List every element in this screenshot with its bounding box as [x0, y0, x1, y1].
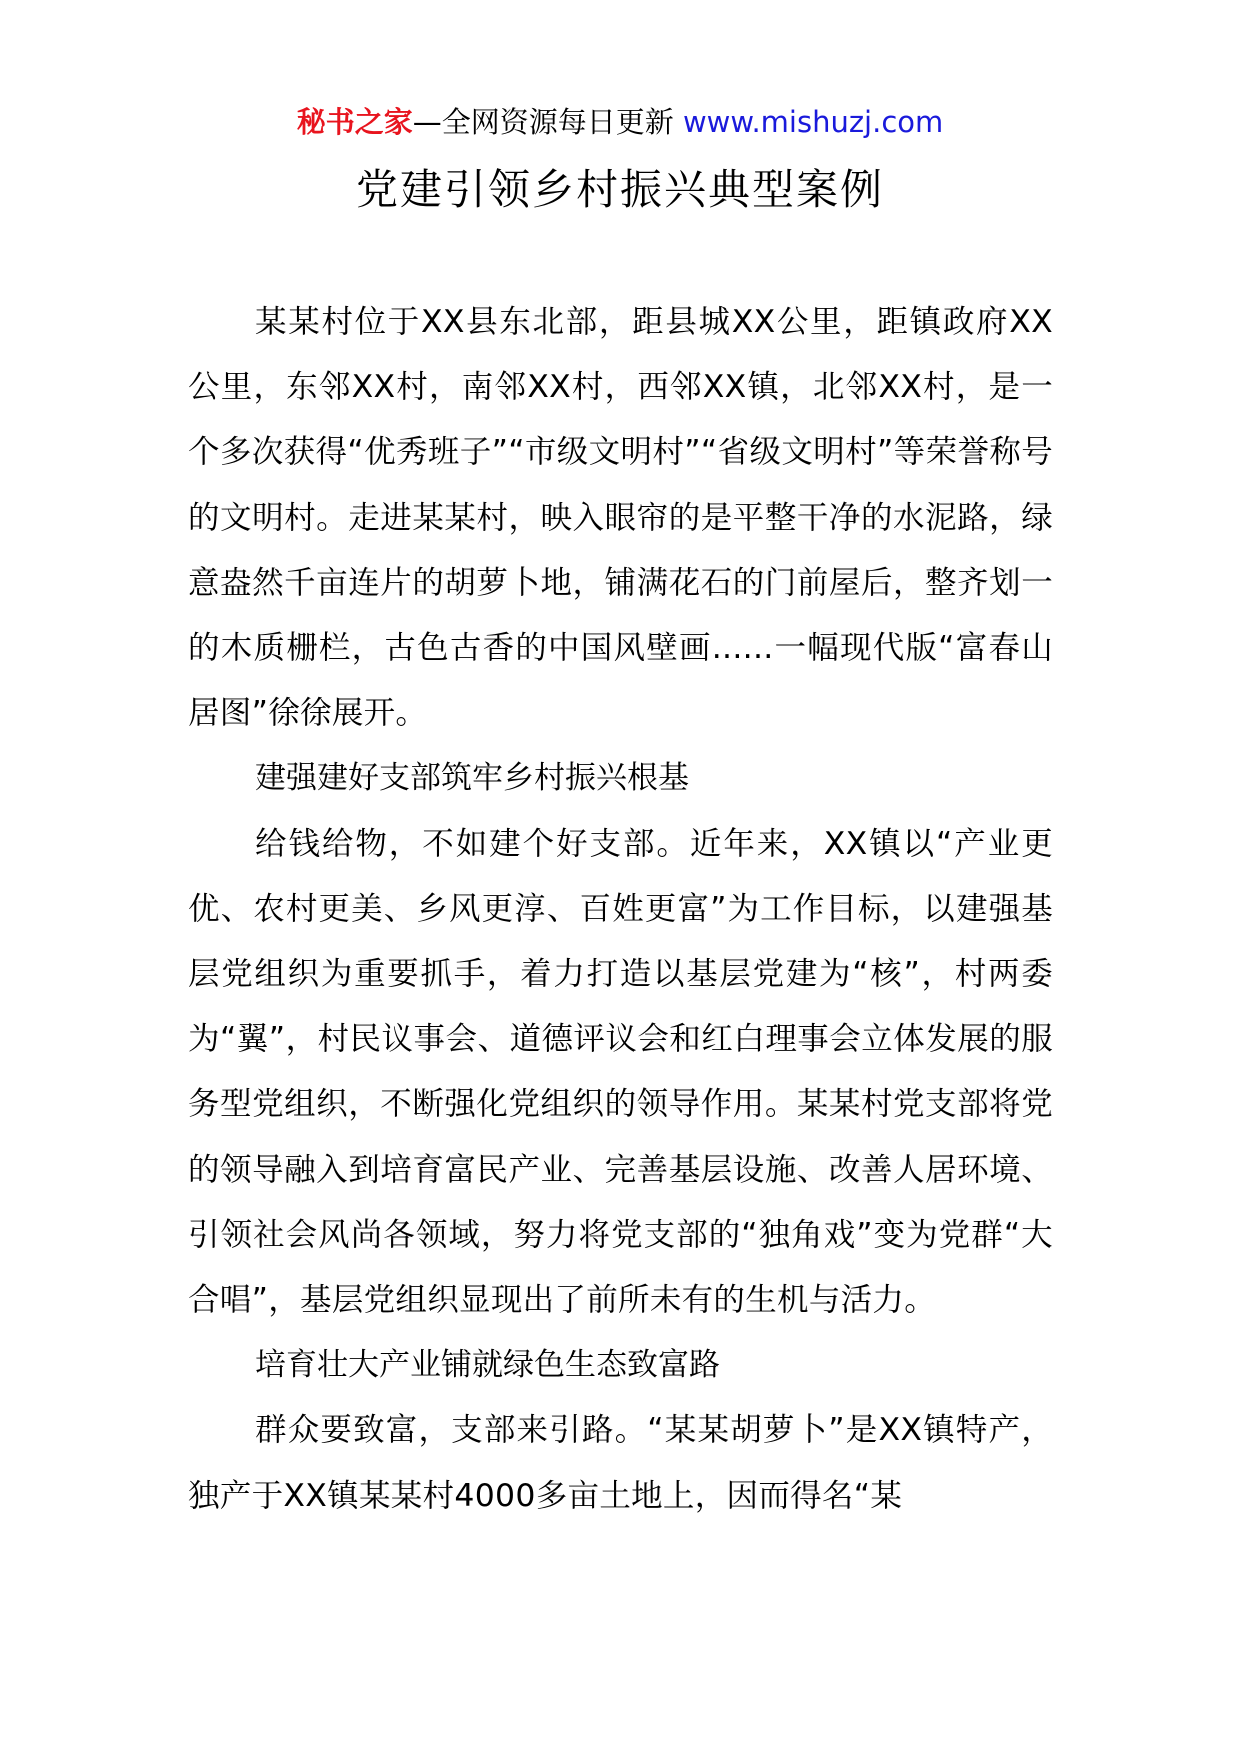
brand-name: 秘书之家 [296, 105, 413, 139]
site-url-link[interactable]: www.mishuzj.com [682, 105, 944, 139]
document-title: 党建引领乡村振兴典型案例 [355, 165, 884, 214]
paragraph-intro: 某某村位于XX县东北部，距县城XX公里，距镇政府XX公里，东邻XX村，南邻XX村，西邻XX镇，北邻XX村，是一个多次获得“优秀班子”“市级文明村”“省级文明村”等荣誉称号的文明村。走进某某村，映入眼帘的是平整干净的水泥路，绿意盎然千亩连片的胡萝卜地，铺满花石的门前屋后，整齐划一的木质栅栏，古色古香的中国风壁画......一幅现代版“富春山居图”徐徐展开。 [188, 304, 1053, 732]
document-body [188, 290, 1053, 1529]
paragraph-branch: 给钱给物，不如建个好支部。近年来，XX镇以“产业更优、农村更美、乡风更淳、百姓更富”为工作目标，以建强基层党组织为重要抓手，着力打造以基层党建为“核”，村两委为“翼”，村民议事会、道德评议会和红白理事会立体发展的服务型党组织，不断强化党组织的领导作用。某某村党支部将党的领导融入到培育富民产业、完善基层设施、改善人居环境、引领社会风尚各领域，努力将党支部的“独角戏”变为党群“大合唱”，基层党组织显现出了前所未有的生机与活力。 [188, 825, 1053, 1319]
section-heading-industry: 培育壮大产业铺就绿色生态致富路 [255, 1347, 720, 1384]
site-header [0, 100, 1240, 144]
header-tagline: —全网资源每日更新 [412, 105, 683, 139]
paragraph-industry: 群众要致富，支部来引路。“某某胡萝卜”是XX镇特产，独产于XX镇某某村4000多亩土地上，因而得名“某 [188, 1412, 1053, 1514]
section-heading-branch: 建强建好支部筑牢乡村振兴根基 [255, 760, 689, 797]
